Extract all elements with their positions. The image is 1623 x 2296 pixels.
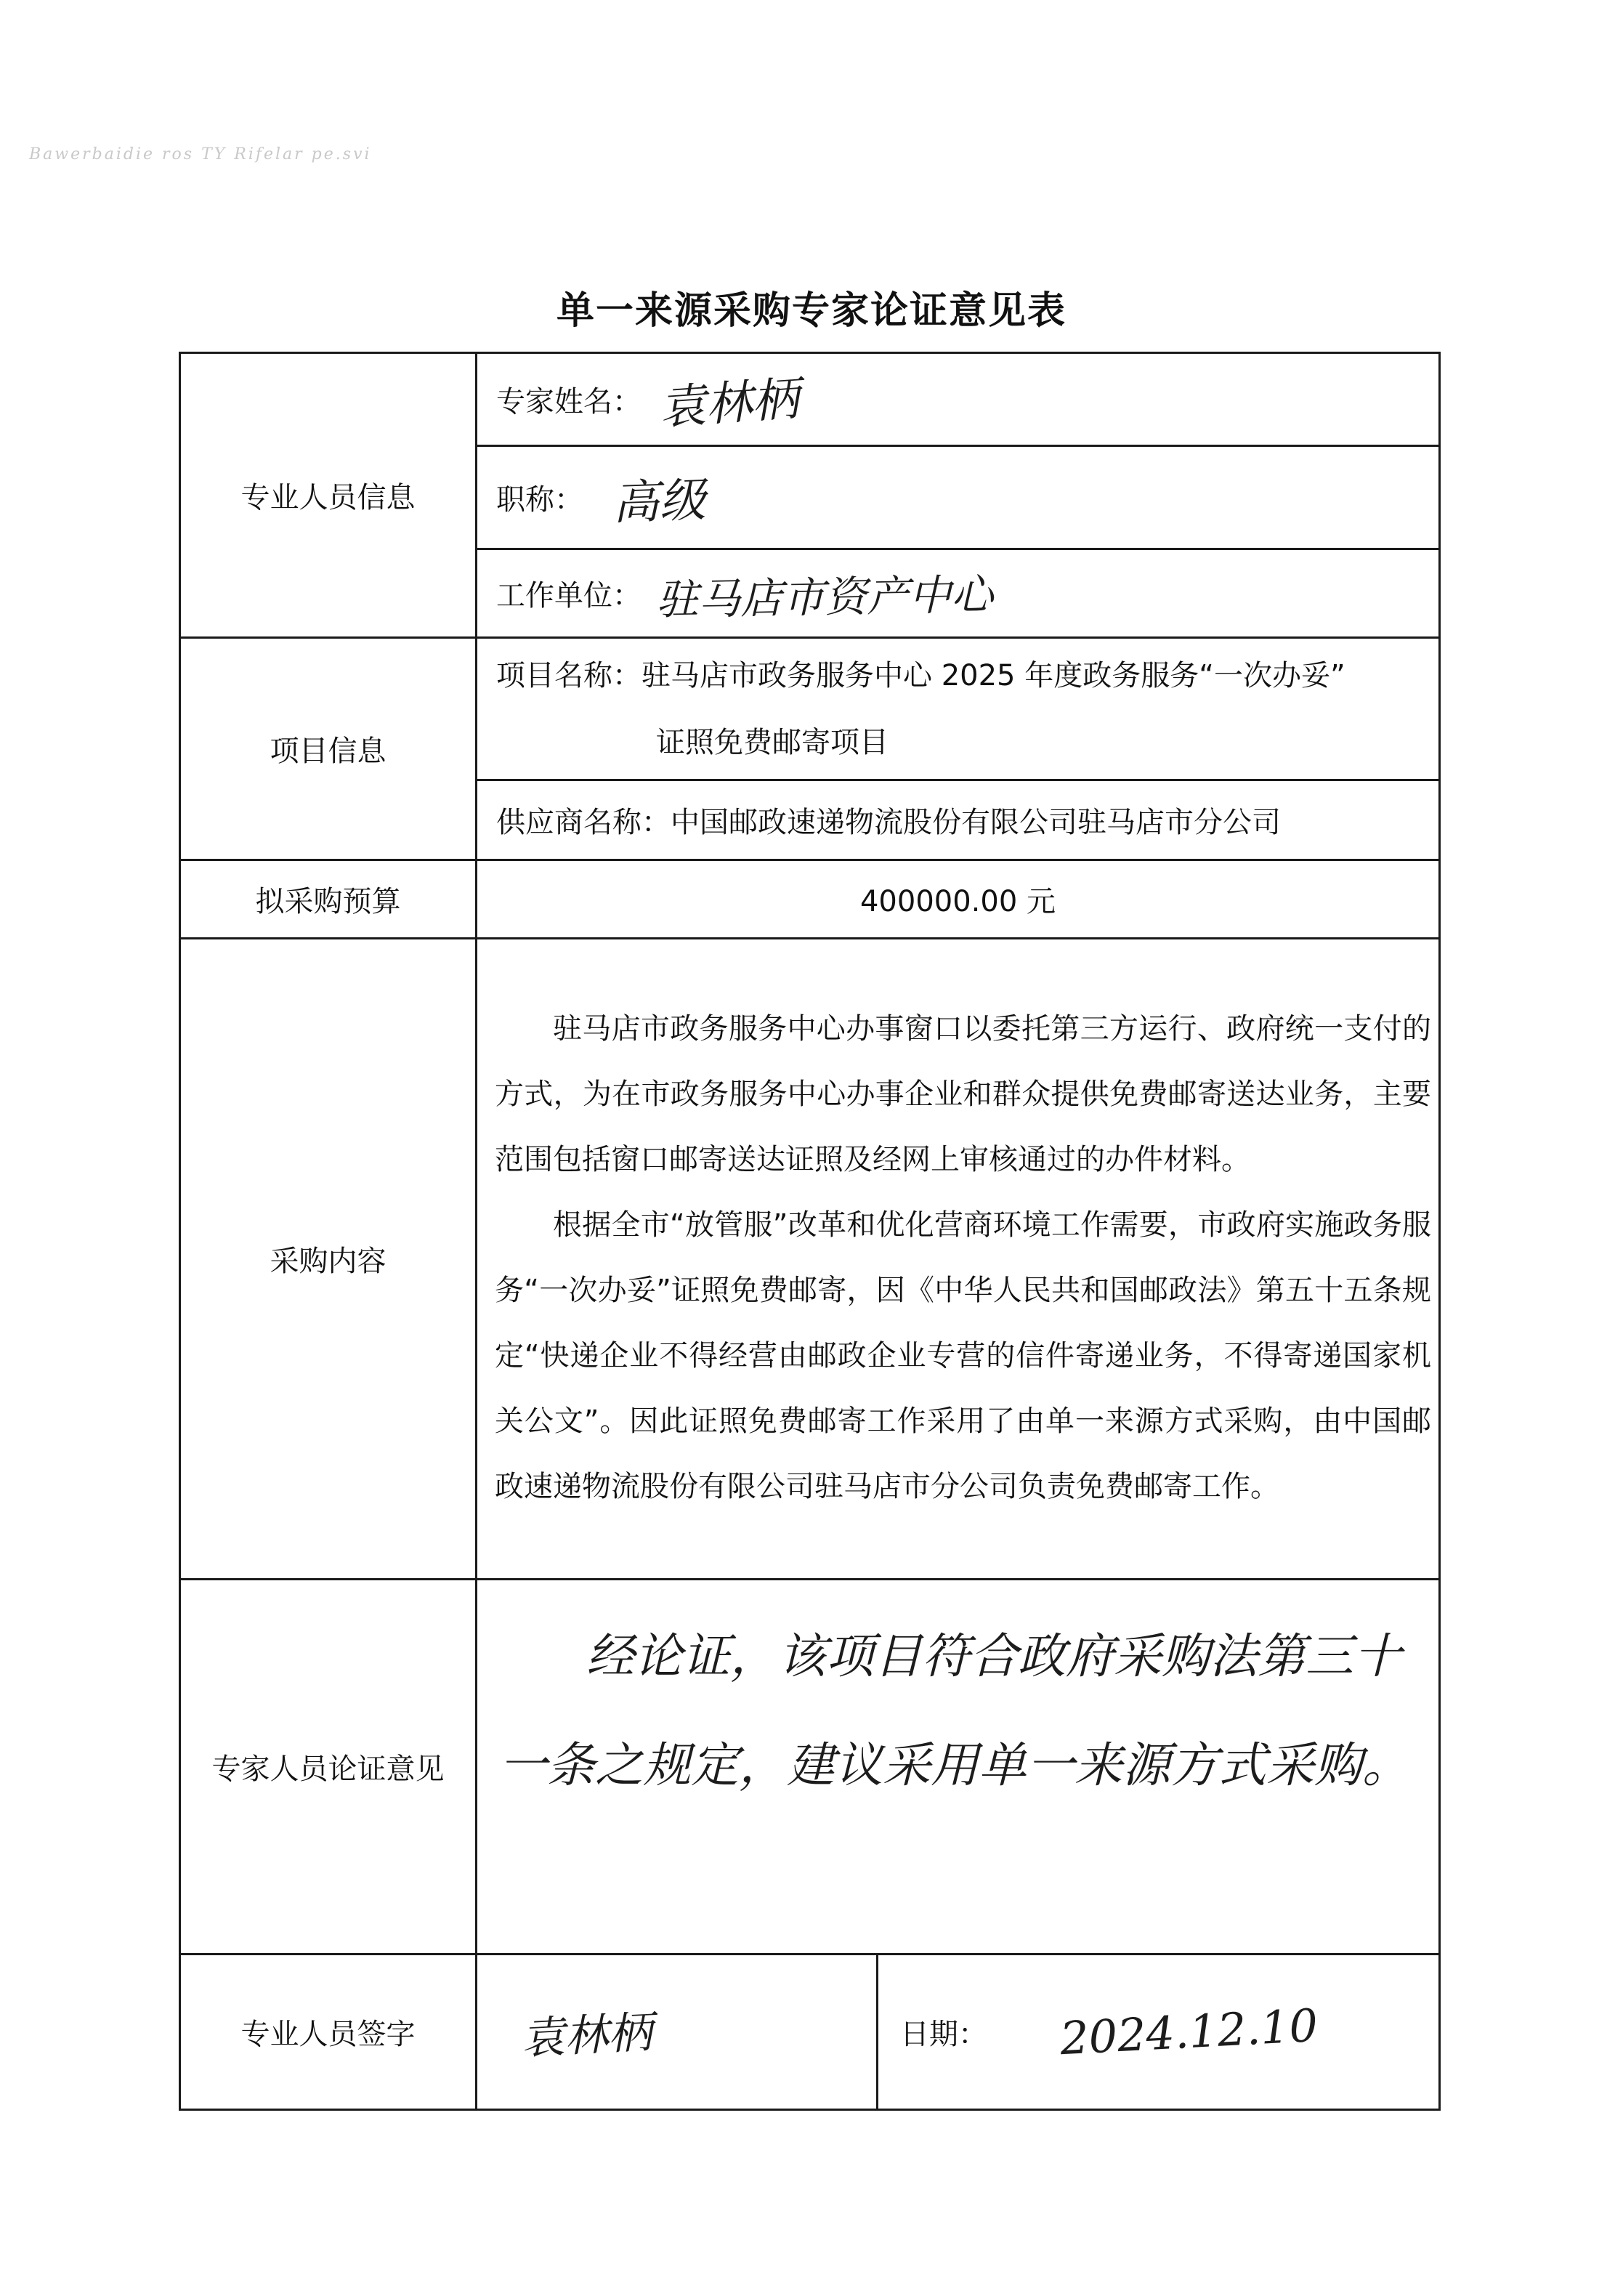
project-name-label: 项目名称：	[496, 658, 641, 692]
procurement-content-body	[477, 939, 1440, 1580]
expert-name-handwritten: 袁林柄	[657, 371, 801, 436]
rank-label: 职称：	[496, 483, 583, 517]
signature-handwritten: 袁林柄	[519, 2006, 653, 2065]
date-label: 日期：	[900, 2018, 987, 2051]
supplier-value: 中国邮政速递物流股份有限公司驻马店市分公司	[671, 806, 1281, 839]
supplier-label: 供应商名称：	[496, 806, 671, 839]
budget-value: 400000.00 元	[477, 860, 1440, 939]
document-title: 单一来源采购专家论证意见表	[556, 289, 1067, 333]
content-paragraph-1: 驻马店市政务服务中心办事窗口以委托第三方运行、政府统一支付的方式，为在市政务服务中心办事企业和群众提供免费邮寄送达业务，主要范围包括窗口邮寄送达证照及经网上审核通过的办件材料。	[495, 1011, 1431, 1176]
scan-artifact-text: Bawerbaidie ros TY Rifelar pe.svi	[29, 145, 372, 163]
expert-opinion-form	[179, 352, 1441, 2111]
signature-cell	[477, 1955, 878, 2110]
date-handwritten: 2024.12.10	[1059, 1998, 1319, 2066]
project-name-line2: 证照免费邮寄项目	[656, 725, 889, 759]
rank-handwritten: 高级	[611, 473, 707, 530]
expert-opinion-label: 专家人员论证意见	[180, 1580, 477, 1955]
supplier-row	[477, 780, 1440, 860]
personnel-info-label: 专业人员信息	[180, 353, 477, 638]
project-name-line1: 驻马店市政务服务中心 2025 年度政务服务“一次办妥”	[641, 658, 1345, 692]
rank-row	[477, 446, 1440, 549]
procurement-content-label: 采购内容	[180, 939, 477, 1580]
work-unit-handwritten: 驻马店市资产中心	[655, 569, 994, 625]
date-cell	[878, 1955, 1440, 2110]
signature-label: 专业人员签字	[180, 1955, 477, 2110]
expert-opinion-cell	[477, 1580, 1440, 1955]
content-paragraph-2: 根据全市“放管服”改革和优化营商环境工作需要，市政府实施政务服务“一次办妥”证照免费邮寄，因《中华人民共和国邮政法》第五十五条规定“快递企业不得经营由邮政企业专营的信件寄递业务，不得寄递国家机关公文”。因此证照免费邮寄工作采用了由单一来源方式采购，由中国邮政速递物流股份有限公司驻马店市分公司负责免费邮寄工作。	[495, 1208, 1431, 1503]
expert-name-row	[477, 353, 1440, 446]
project-info-label: 项目信息	[180, 638, 477, 860]
expert-opinion-handwritten: 经论证，该项目符合政府采购法第三十一条之规定，建议采用单一来源方式采购。	[499, 1628, 1410, 1793]
expert-name-label: 专家姓名：	[496, 385, 641, 419]
budget-label: 拟采购预算	[180, 860, 477, 939]
work-unit-label: 工作单位：	[496, 579, 641, 613]
work-unit-row	[477, 549, 1440, 638]
project-name-row	[477, 638, 1440, 780]
